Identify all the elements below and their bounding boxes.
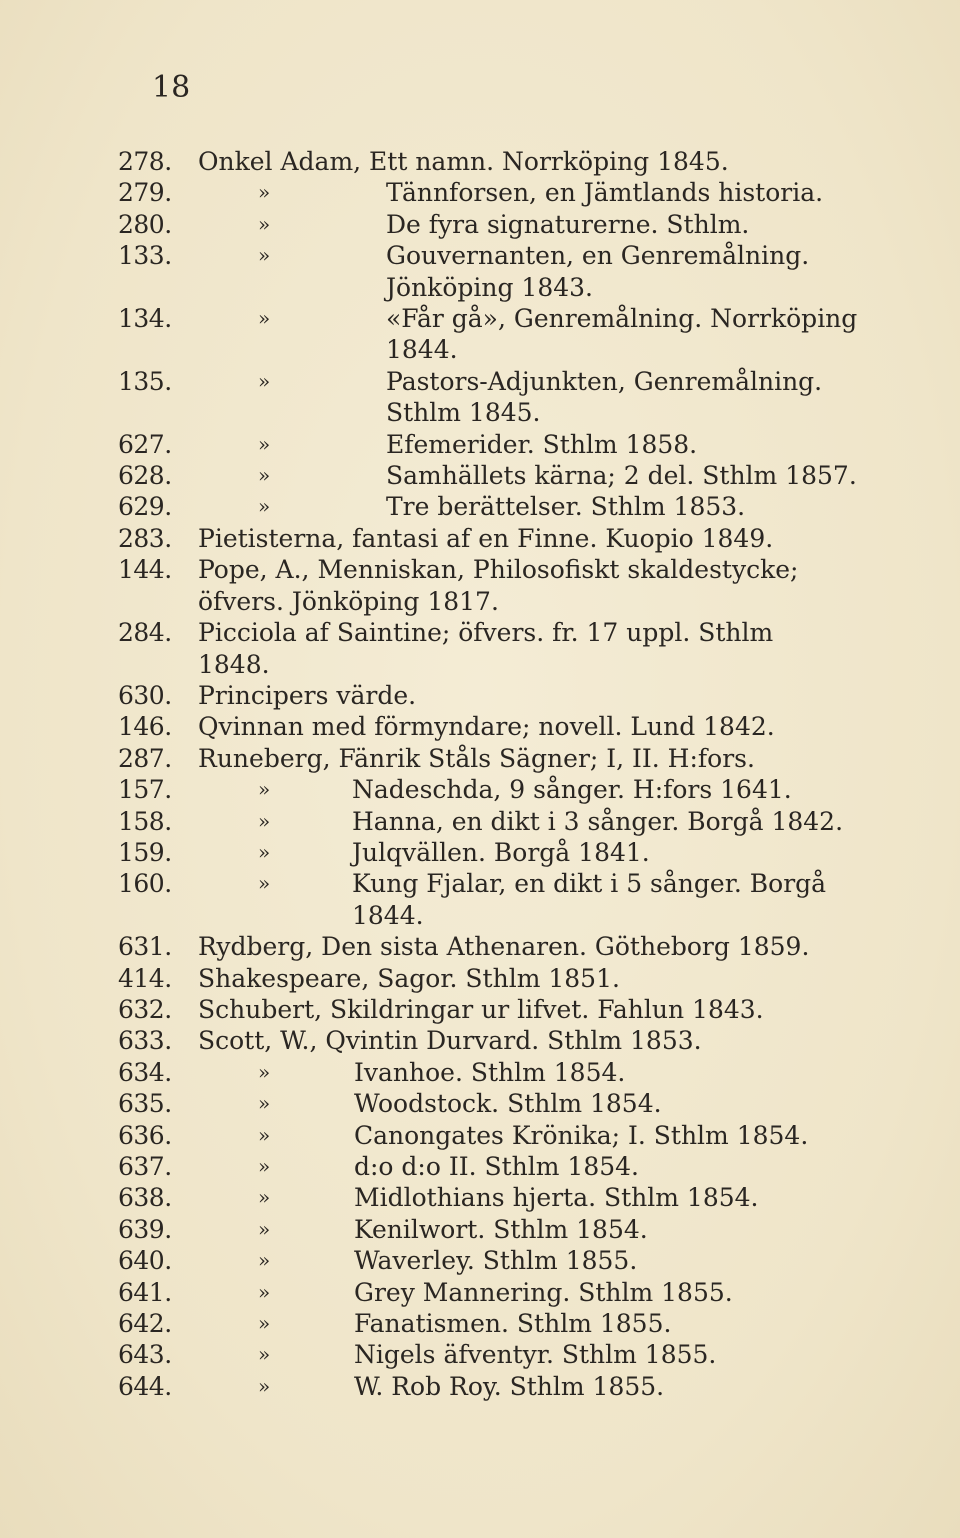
entry-number: 287. [118,743,172,773]
entry-text-line: Waverley. Sthlm 1855. [354,1246,638,1276]
entry-number: 642. [118,1309,172,1339]
ditto-mark: » [258,211,271,236]
entry-number: 630. [118,680,172,710]
entry-number: 160. [118,869,172,899]
catalog-entry [118,1182,908,1213]
ditto-mark: » [258,1185,271,1210]
catalog-entry [118,680,908,711]
ditto-mark: » [258,1154,271,1178]
ditto-mark: » [258,839,271,864]
entry-number: 636. [118,1120,172,1150]
ditto-mark: » [258,180,271,205]
entry-text-line: Pastors-Adjunkten, Genremålning. [386,366,823,396]
entry-number: 641. [118,1277,172,1307]
catalog-entry [118,1308,908,1339]
entry-text-line: Hanna, en dikt i 3 sånger. Borgå 1842. [352,806,844,836]
catalog-entry [118,429,908,460]
catalog-entry [118,523,908,554]
entry-text-line: Tre berättelser. Sthlm 1853. [386,492,746,522]
catalog-entry [118,209,908,240]
entry-text-line: «Får gå», Genremålning. Norrköping [386,304,858,334]
entry-text-line: d:o d:o II. Sthlm 1854. [354,1152,639,1181]
ditto-mark: » [258,1342,271,1367]
entry-text-line: Tännforsen, en Jämtlands historia. [386,178,824,208]
catalog-entry [118,554,908,617]
entry-text-line: Pietisterna, fantasi af en Finne. Kuopio 1849. [198,523,774,553]
catalog-entry [118,1088,908,1119]
catalog-entry [118,460,908,491]
entry-text-line: 1844. [386,335,458,365]
entry-text-line: Nadeschda, 9 sånger. H:fors 1641. [352,775,792,805]
entry-number: 284. [118,618,172,648]
entry-text-line: Qvinnan med förmyndare; novell. Lund 1842. [198,712,775,742]
catalog-entry [118,806,908,837]
ditto-mark: » [258,431,271,456]
ditto-mark: » [258,1279,271,1304]
entry-text-line: Rydberg, Den sista Athenaren. Götheborg 1859. [198,932,810,962]
entry-number: 414. [118,963,172,993]
entry-number: 627. [118,429,172,459]
ditto-mark: » [258,1373,271,1398]
entry-number: 638. [118,1183,172,1213]
ditto-mark: » [258,1248,271,1273]
ditto-mark: » [258,494,271,519]
catalog-entry [118,1371,908,1402]
entry-text-line: Efemerider. Sthlm 1858. [386,429,698,459]
entry-number: 637. [118,1152,172,1181]
catalog-entry [118,1339,908,1370]
entry-number: 633. [118,1026,172,1056]
entry-text-line: Ivanhoe. Sthlm 1854. [354,1057,626,1087]
entry-number: 133. [118,241,172,271]
catalog-entry [118,617,908,680]
catalog-entry [118,1277,908,1308]
ditto-mark: » [258,463,271,488]
entry-number: 639. [118,1214,172,1244]
catalog-entry [118,743,908,774]
entry-text-line: öfvers. Jönköping 1817. [198,586,499,616]
catalog-entry [118,1025,908,1056]
entry-text-line: Fanatismen. Sthlm 1855. [354,1309,672,1339]
entry-number: 158. [118,806,172,836]
entry-number: 644. [118,1371,172,1401]
entry-text-line: Principers värde. [198,680,417,710]
entry-number: 278. [118,147,172,176]
catalog-entry [118,1245,908,1276]
entry-text-line: Schubert, Skildringar ur lifvet. Fahlun 1843. [198,994,764,1024]
entry-text-line: Kenilwort. Sthlm 1854. [354,1214,648,1244]
ditto-mark: » [258,808,271,833]
entry-number: 134. [118,304,172,334]
entry-number: 629. [118,492,172,522]
entry-text-line: Runeberg, Fänrik Ståls Sägner; I, II. H:fors. [198,743,755,773]
catalog-entry [118,931,908,962]
catalog-entry [118,711,908,742]
entry-text-line: Midlothians hjerta. Sthlm 1854. [354,1183,759,1213]
entry-text-line: Shakespeare, Sagor. Sthlm 1851. [198,963,620,993]
entry-text-line: Grey Mannering. Sthlm 1855. [354,1277,733,1307]
catalog-entry [118,177,908,208]
entry-number: 634. [118,1057,172,1087]
entry-text-line: Woodstock. Sthlm 1854. [354,1089,662,1119]
entry-number: 146. [118,712,172,742]
entry-number: 640. [118,1246,172,1276]
entry-text-line: Picciola af Saintine; öfvers. fr. 17 uppl. Sthlm [198,618,774,648]
catalog-entry [118,868,908,931]
entry-number: 631. [118,932,172,962]
entry-text-line: Onkel Adam, Ett namn. Norrköping 1845. [198,147,729,176]
catalog-entry [118,1214,908,1245]
ditto-mark: » [258,1091,271,1116]
ditto-mark: » [258,777,271,802]
entry-text-line: 1848. [198,649,270,679]
entry-number: 280. [118,209,172,239]
ditto-mark: » [258,243,271,268]
entry-number: 135. [118,366,172,396]
entry-text-line: Nigels äfventyr. Sthlm 1855. [354,1340,717,1370]
entry-number: 632. [118,994,172,1024]
page-number: 18 [152,70,191,105]
entry-number: 144. [118,555,172,585]
catalog-entry [118,240,908,303]
ditto-mark: » [258,368,271,393]
entry-text-line: Scott, W., Qvintin Durvard. Sthlm 1853. [198,1026,702,1056]
entry-text-line: Canongates Krönika; I. Sthlm 1854. [354,1120,809,1150]
entry-text-line: Jönköping 1843. [386,272,593,302]
catalog-entry [118,963,908,994]
entry-text-line: 1844. [352,900,424,930]
ditto-mark: » [258,1216,271,1241]
catalog-entry [118,366,908,429]
entry-text-line: Gouvernanten, en Genremålning. [386,241,810,271]
catalog-entry [118,146,908,177]
catalog-entry [118,491,908,522]
catalog-entry [118,303,908,366]
ditto-mark: » [258,306,271,331]
ditto-mark: » [258,1311,271,1336]
entry-number: 279. [118,178,172,208]
catalog-entry [118,1057,908,1088]
ditto-mark: » [258,1122,271,1147]
entry-number: 628. [118,461,172,491]
entry-number: 283. [118,523,172,553]
ditto-mark: » [258,1059,271,1084]
entry-number: 635. [118,1089,172,1119]
entry-list [118,146,908,1402]
entry-text-line: Pope, A., Menniskan, Philosofiskt skaldestycke; [198,555,799,585]
entry-text-line: De fyra signaturerne. Sthlm. [386,209,750,239]
catalog-entry [118,994,908,1025]
entry-text-line: Samhällets kärna; 2 del. Sthlm 1857. [386,461,857,491]
catalog-entry [118,774,908,805]
entry-text-line: Julqvällen. Borgå 1841. [352,837,650,867]
entry-text-line: Kung Fjalar, en dikt i 5 sånger. Borgå [352,869,827,899]
entry-text-line: W. Rob Roy. Sthlm 1855. [354,1371,665,1401]
catalog-entry [118,1151,908,1182]
ditto-mark: » [258,871,271,896]
catalog-entry [118,1120,908,1151]
entry-text-line: Sthlm 1845. [386,398,541,428]
entry-number: 157. [118,775,172,805]
entry-number: 159. [118,837,172,867]
catalog-entry [118,837,908,868]
entry-number: 643. [118,1340,172,1370]
